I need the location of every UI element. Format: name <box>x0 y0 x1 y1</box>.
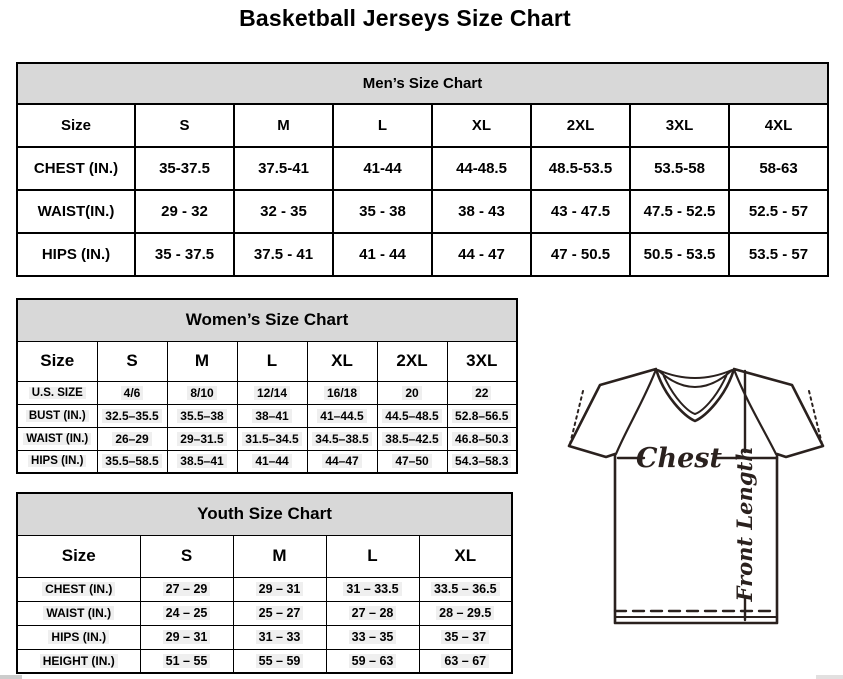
women-table-title: Women’s Size Chart <box>17 299 517 341</box>
size-value-cell: 8/10 <box>167 381 237 404</box>
table-row <box>17 404 517 427</box>
mens-size-table <box>16 62 829 277</box>
size-value-cell: 31 – 33.5 <box>326 577 419 601</box>
size-value-cell: 46.8–50.3 <box>447 427 517 450</box>
size-value-cell: 22 <box>447 381 517 404</box>
column-header: S <box>97 341 167 381</box>
column-header: L <box>237 341 307 381</box>
table-row <box>17 233 828 276</box>
column-header: XL <box>307 341 377 381</box>
size-value-cell: 33.5 – 36.5 <box>419 577 512 601</box>
size-value-cell: 27 – 28 <box>326 601 419 625</box>
size-value-cell: 41–44 <box>237 450 307 473</box>
size-value-cell: 41 - 44 <box>333 233 432 276</box>
size-value-cell: 32 - 35 <box>234 190 333 233</box>
column-header: 3XL <box>630 104 729 147</box>
row-label: HIPS (IN.) <box>17 625 140 649</box>
size-value-cell: 24 – 25 <box>140 601 233 625</box>
womens-size-table <box>16 298 518 474</box>
table-row <box>17 147 828 190</box>
size-value-cell: 29 – 31 <box>233 577 326 601</box>
bottom-right-scroll-fragment <box>816 675 843 679</box>
size-value-cell: 51 – 55 <box>140 649 233 673</box>
column-header: 3XL <box>447 341 517 381</box>
jersey-diagram <box>556 358 843 628</box>
men-table-title: Men’s Size Chart <box>17 63 828 104</box>
size-value-cell: 31.5–34.5 <box>237 427 307 450</box>
bottom-left-scroll-fragment <box>0 675 22 679</box>
row-label: CHEST (IN.) <box>17 577 140 601</box>
jersey-outline <box>569 369 823 623</box>
size-value-cell: 35 - 38 <box>333 190 432 233</box>
youth-size-table <box>16 492 513 674</box>
size-value-cell: 35 - 37.5 <box>135 233 234 276</box>
size-value-cell: 53.5-58 <box>630 147 729 190</box>
column-header: 2XL <box>377 341 447 381</box>
size-value-cell: 25 – 27 <box>233 601 326 625</box>
size-value-cell: 32.5–35.5 <box>97 404 167 427</box>
column-header: S <box>135 104 234 147</box>
size-value-cell: 35.5–38 <box>167 404 237 427</box>
size-value-cell: 50.5 - 53.5 <box>630 233 729 276</box>
size-value-cell: 43 - 47.5 <box>531 190 630 233</box>
size-value-cell: 12/14 <box>237 381 307 404</box>
column-header: 2XL <box>531 104 630 147</box>
row-label: HEIGHT (IN.) <box>17 649 140 673</box>
column-header: Size <box>17 341 97 381</box>
table-row <box>17 427 517 450</box>
size-value-cell: 44.5–48.5 <box>377 404 447 427</box>
column-header: S <box>140 535 233 577</box>
size-value-cell: 4/6 <box>97 381 167 404</box>
size-value-cell: 37.5-41 <box>234 147 333 190</box>
page-title: Basketball Jerseys Size Chart <box>239 5 571 31</box>
table-row <box>17 601 512 625</box>
size-value-cell: 59 – 63 <box>326 649 419 673</box>
size-value-cell: 44 - 47 <box>432 233 531 276</box>
column-header: Size <box>17 104 135 147</box>
column-header: 4XL <box>729 104 828 147</box>
size-value-cell: 37.5 - 41 <box>234 233 333 276</box>
size-value-cell: 53.5 - 57 <box>729 233 828 276</box>
column-header: XL <box>432 104 531 147</box>
row-label: BUST (IN.) <box>17 404 97 427</box>
size-value-cell: 33 – 35 <box>326 625 419 649</box>
size-value-cell: 34.5–38.5 <box>307 427 377 450</box>
size-value-cell: 31 – 33 <box>233 625 326 649</box>
row-label: U.S. SIZE <box>17 381 97 404</box>
table-row <box>17 625 512 649</box>
row-label: HIPS (IN.) <box>17 233 135 276</box>
table-row <box>17 649 512 673</box>
size-value-cell: 52.5 - 57 <box>729 190 828 233</box>
size-value-cell: 52.8–56.5 <box>447 404 517 427</box>
size-value-cell: 41–44.5 <box>307 404 377 427</box>
row-label: WAIST (IN.) <box>17 427 97 450</box>
size-value-cell: 29 - 32 <box>135 190 234 233</box>
size-value-cell: 44-48.5 <box>432 147 531 190</box>
column-header: XL <box>419 535 512 577</box>
size-value-cell: 29–31.5 <box>167 427 237 450</box>
size-value-cell: 58-63 <box>729 147 828 190</box>
column-header: M <box>167 341 237 381</box>
column-header: M <box>233 535 326 577</box>
size-value-cell: 38.5–41 <box>167 450 237 473</box>
size-value-cell: 35-37.5 <box>135 147 234 190</box>
row-label: WAIST(IN.) <box>17 190 135 233</box>
column-header: Size <box>17 535 140 577</box>
chest-label: Chest <box>636 443 722 474</box>
size-value-cell: 47 - 50.5 <box>531 233 630 276</box>
size-value-cell: 29 – 31 <box>140 625 233 649</box>
size-value-cell: 48.5-53.5 <box>531 147 630 190</box>
size-value-cell: 38 - 43 <box>432 190 531 233</box>
column-header: L <box>333 104 432 147</box>
size-value-cell: 47–50 <box>377 450 447 473</box>
size-value-cell: 54.3–58.3 <box>447 450 517 473</box>
column-header: L <box>326 535 419 577</box>
size-value-cell: 35 – 37 <box>419 625 512 649</box>
size-value-cell: 28 – 29.5 <box>419 601 512 625</box>
table-row <box>17 450 517 473</box>
size-value-cell: 38.5–42.5 <box>377 427 447 450</box>
size-value-cell: 27 – 29 <box>140 577 233 601</box>
row-label: WAIST (IN.) <box>17 601 140 625</box>
size-value-cell: 44–47 <box>307 450 377 473</box>
table-row <box>17 381 517 404</box>
youth-table-title: Youth Size Chart <box>17 493 512 535</box>
size-value-cell: 55 – 59 <box>233 649 326 673</box>
size-value-cell: 63 – 67 <box>419 649 512 673</box>
size-value-cell: 26–29 <box>97 427 167 450</box>
size-value-cell: 38–41 <box>237 404 307 427</box>
front-length-label: Front Length <box>732 446 757 602</box>
row-label: HIPS (IN.) <box>17 450 97 473</box>
table-row <box>17 577 512 601</box>
size-value-cell: 47.5 - 52.5 <box>630 190 729 233</box>
row-label: CHEST (IN.) <box>17 147 135 190</box>
size-value-cell: 20 <box>377 381 447 404</box>
table-row <box>17 190 828 233</box>
size-value-cell: 35.5–58.5 <box>97 450 167 473</box>
size-value-cell: 16/18 <box>307 381 377 404</box>
size-value-cell: 41-44 <box>333 147 432 190</box>
column-header: M <box>234 104 333 147</box>
